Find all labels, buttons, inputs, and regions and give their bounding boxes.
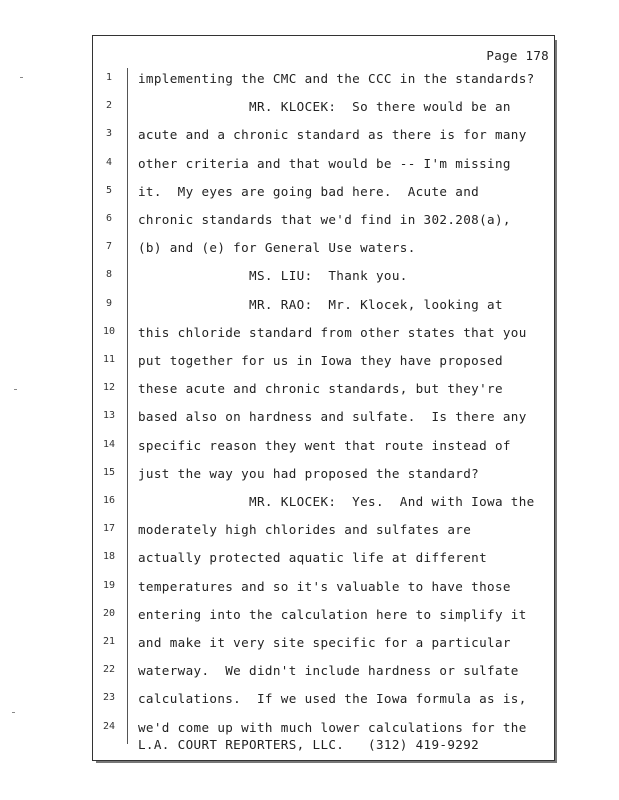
scan-speck — [12, 712, 15, 713]
transcript-line: MS. LIU: Thank you. — [138, 268, 408, 284]
transcript-line: implementing the CMC and the CCC in the standards? — [138, 71, 535, 86]
transcript-line: chronic standards that we'd find in 302.208(a), — [138, 212, 511, 227]
transcript-line: temperatures and so it's valuable to have those — [138, 578, 511, 594]
line-number: 7 — [105, 241, 113, 253]
line-number-margin — [127, 68, 128, 744]
line-number: 12 — [102, 382, 116, 394]
page-number: Page 178 — [486, 48, 549, 63]
line-number: 8 — [105, 269, 113, 281]
line-number: 23 — [102, 692, 116, 704]
page-shadow-bottom — [96, 761, 557, 763]
line-number: 21 — [102, 636, 116, 647]
court-reporter-footer: L.A. COURT REPORTERS, LLC. (312) 419-9292 — [138, 737, 480, 752]
transcript-line: this chloride standard from other states that you — [138, 324, 527, 340]
line-number: 19 — [102, 579, 116, 591]
line-number: 14 — [102, 438, 116, 450]
line-number: 13 — [102, 410, 116, 422]
line-number: 15 — [102, 466, 116, 478]
line-number: 6 — [105, 213, 113, 224]
transcript-line: based also on hardness and sulfate. Is there any — [138, 409, 527, 425]
transcript-line: (b) and (e) for General Use waters. — [138, 240, 416, 256]
line-number: 17 — [102, 523, 116, 535]
line-number: 3 — [105, 128, 113, 140]
transcript-line: it. My eyes are going bad here. Acute and — [138, 183, 480, 199]
transcript-line: we'd come up with much lower calculations for the — [138, 719, 527, 735]
transcript-line: waterway. We didn't include hardness or sulfate — [138, 663, 519, 679]
line-number: 18 — [102, 551, 116, 563]
line-number: 20 — [102, 607, 116, 619]
transcript-line: moderately high chlorides and sulfates are — [138, 522, 472, 538]
transcript-line: calculations. If we used the Iowa formula as is, — [138, 691, 527, 707]
line-number: 9 — [105, 297, 113, 309]
line-number: 11 — [102, 354, 116, 365]
line-number: 5 — [105, 184, 113, 196]
scan-speck — [20, 77, 23, 78]
transcript-line: specific reason they went that route instead of — [138, 437, 511, 453]
line-number: 24 — [102, 720, 116, 732]
transcript-line: and make it very site specific for a particular — [138, 635, 511, 650]
line-number: 1 — [105, 72, 113, 83]
line-number: 22 — [102, 664, 116, 676]
transcript-line: actually protected aquatic life at different — [138, 550, 488, 566]
transcript-line: entering into the calculation here to simplify it — [138, 606, 527, 622]
transcript-line: put together for us in Iowa they have proposed — [138, 353, 503, 368]
line-number: 10 — [102, 325, 116, 337]
transcript-page — [92, 35, 555, 761]
transcript-line: MR. KLOCEK: So there would be an — [138, 99, 511, 115]
transcript-line: MR. RAO: Mr. Klocek, looking at — [138, 296, 503, 312]
transcript-line: these acute and chronic standards, but they're — [138, 381, 503, 397]
scan-speck — [14, 389, 17, 390]
transcript-line: acute and a chronic standard as there is for many — [138, 127, 527, 143]
page-shadow-right — [555, 40, 557, 762]
transcript-line: other criteria and that would be -- I'm missing — [138, 155, 511, 171]
transcript-line: just the way you had proposed the standard? — [138, 465, 480, 481]
line-number: 4 — [105, 156, 113, 168]
line-number: 16 — [102, 495, 116, 506]
line-number: 2 — [105, 100, 113, 112]
transcript-line: MR. KLOCEK: Yes. And with Iowa the — [138, 494, 535, 509]
